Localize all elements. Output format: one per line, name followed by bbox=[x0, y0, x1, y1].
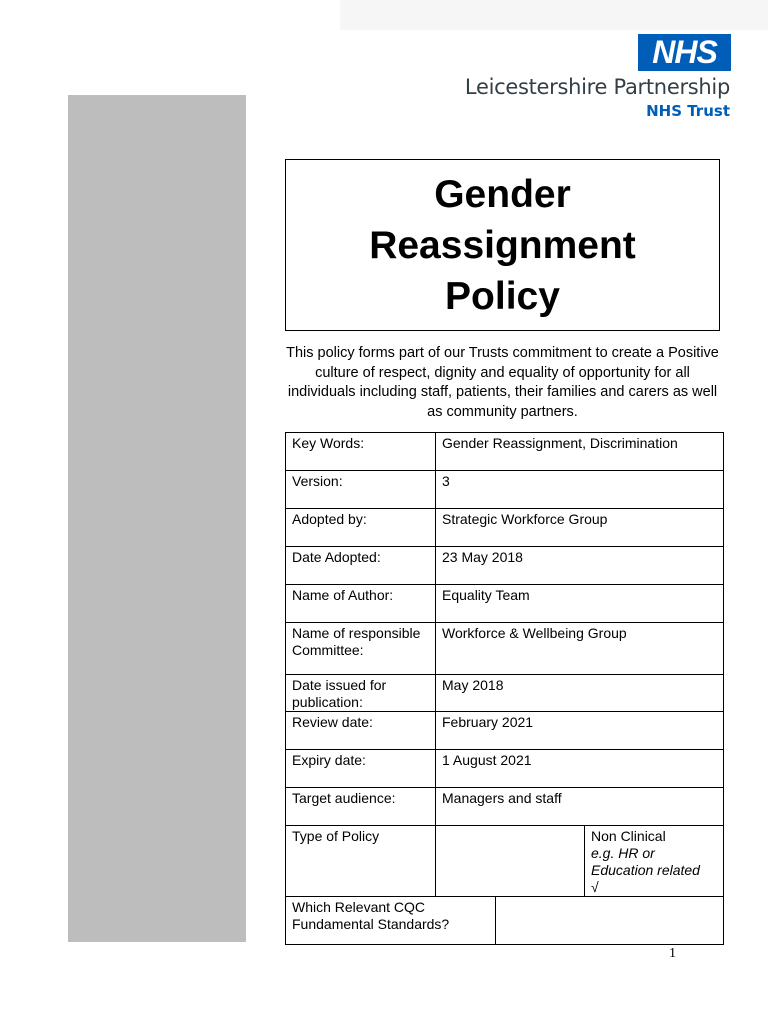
policy-type-clinical-cell bbox=[436, 826, 585, 897]
non-clinical-note: e.g. HR or Education related bbox=[591, 845, 700, 878]
cqc-label: Which Relevant CQC Fundamental Standards? bbox=[286, 897, 496, 945]
header-background bbox=[340, 0, 768, 30]
row-value: 1 August 2021 bbox=[436, 750, 724, 788]
title-line-2: Reassignment bbox=[369, 223, 636, 267]
page-number: 1 bbox=[669, 946, 676, 961]
table-row bbox=[286, 509, 724, 547]
row-label: Expiry date: bbox=[286, 750, 436, 788]
row-label: Date Adopted: bbox=[286, 547, 436, 585]
row-label: Date issued for publication: bbox=[286, 675, 436, 712]
row-label: Target audience: bbox=[286, 788, 436, 826]
table-row bbox=[286, 712, 724, 750]
table-row bbox=[286, 788, 724, 826]
policy-info-table bbox=[285, 432, 724, 945]
policy-type-non-clinical-cell bbox=[585, 826, 724, 897]
row-value: Workforce & Wellbeing Group bbox=[436, 623, 724, 675]
title-line-1: Gender bbox=[434, 172, 571, 216]
row-value: May 2018 bbox=[436, 675, 724, 712]
row-value: 3 bbox=[436, 471, 724, 509]
row-label: Version: bbox=[286, 471, 436, 509]
table-row bbox=[286, 897, 724, 945]
table-row bbox=[286, 547, 724, 585]
table-row bbox=[286, 675, 724, 712]
row-value: Equality Team bbox=[436, 585, 724, 623]
policy-type-label: Type of Policy bbox=[286, 826, 436, 897]
row-value: 23 May 2018 bbox=[436, 547, 724, 585]
non-clinical-label: Non Clinical bbox=[591, 828, 666, 844]
table-row bbox=[286, 826, 724, 897]
row-value: Strategic Workforce Group bbox=[436, 509, 724, 547]
row-value: February 2021 bbox=[436, 712, 724, 750]
cqc-value bbox=[496, 897, 724, 945]
row-label: Key Words: bbox=[286, 433, 436, 471]
table-row bbox=[286, 623, 724, 675]
title-line-3: Policy bbox=[445, 274, 560, 318]
title-box bbox=[285, 159, 720, 331]
nhs-logo: NHS bbox=[638, 34, 731, 71]
cover-side-bar bbox=[68, 95, 246, 942]
row-label: Review date: bbox=[286, 712, 436, 750]
table-row bbox=[286, 750, 724, 788]
table-row bbox=[286, 471, 724, 509]
organisation-name: Leicestershire Partnership bbox=[464, 75, 730, 99]
row-label: Name of responsible Committee: bbox=[286, 623, 436, 675]
row-label: Name of Author: bbox=[286, 585, 436, 623]
table-row bbox=[286, 433, 724, 471]
organisation-subtitle: NHS Trust bbox=[646, 102, 730, 120]
tick-mark: √ bbox=[591, 879, 599, 895]
table-row bbox=[286, 585, 724, 623]
row-label: Adopted by: bbox=[286, 509, 436, 547]
row-value: Managers and staff bbox=[436, 788, 724, 826]
intro-paragraph: This policy forms part of our Trusts commitment to create a Positive culture of respect, dignity and equality of opportunity for all individuals including staff, patients, their families and carers as well as community partners. bbox=[286, 345, 719, 420]
row-value: Gender Reassignment, Discrimination bbox=[436, 433, 724, 471]
